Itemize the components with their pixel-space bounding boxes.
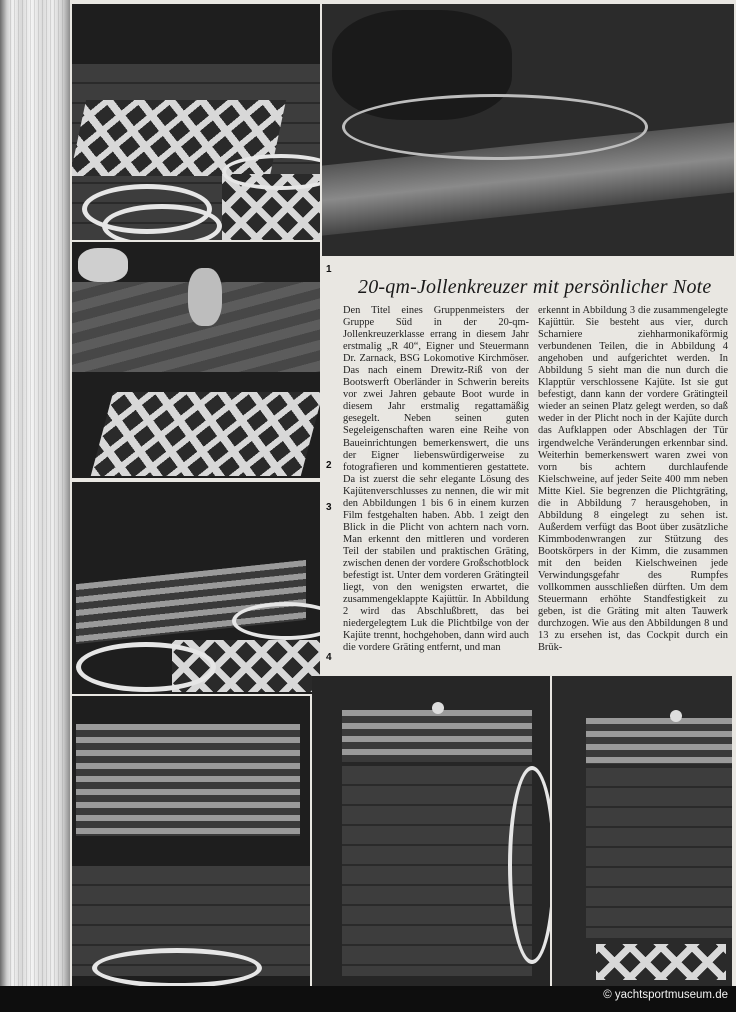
article-title: 20-qm-Jollenkreuzer mit persönlicher Note bbox=[358, 276, 712, 298]
book-spine bbox=[0, 0, 70, 1012]
photo-3-folded-door bbox=[72, 482, 320, 694]
figure-number-1: 1 bbox=[326, 264, 332, 275]
door-marker bbox=[432, 702, 444, 714]
figure-number-2: 2 bbox=[326, 460, 332, 471]
photo-6-door-and-grating bbox=[552, 676, 732, 986]
photo-4-raised-door bbox=[72, 696, 310, 986]
article-column-2: erkennt in Abbildung 3 die zusammengelegte Kajüttür. Sie besteht aus vier, durch Scharniere ziehharmonikaförmig verbundenen Teilen, die in Abbildung 4 angehoben und aufgerichtet werden. In Abbildung 5 sieht man die nun durch die Klapptür verschlossene Kajüte. Ist sie gut befestigt, dann kann der vordere Grätingteil wieder an seinen Platz gelegt werden, so daß weder in der Plicht noch in der Kajüte durch das Aufklappen oder Abschlagen der Tür irgendwelche Veränderungen erkennbar sind. Weiterhin bemerkenswert waren zwei von vorn bis achtern durchlaufende Kielschweine, auf jeder Seite 400 mm neben Mitte Kiel. Sie begrenzen die Plichtgräting, die in Abbildung 7 herausgehoben, in Abbildung 8 eingelegt zu sehen ist. Außerdem verfügt das Boot über zusätzliche Kimmbodenwrangen zur Stützung des Bootskörpers in der Kimm, die zusammen mit den beiden Kielschweinen jede Verwindungsgefahr des Rumpfes vollkommen ausschließen dürften. Um dem Steuermann erhöhte Standfestigkeit zu geben, ist die Gräting mit alten Tauwerk durchzogen. Wie aus den Abbildungen 8 und 13 zu ersehen ist, das Cockpit durch ein Brük- bbox=[538, 305, 728, 654]
figure-number-4: 4 bbox=[326, 652, 332, 663]
photo-1-grating-top bbox=[72, 4, 320, 240]
copyright-credit: © yachtsportmuseum.de bbox=[603, 989, 728, 1001]
photo-2-lifting-board bbox=[72, 242, 320, 478]
figure-number-3: 3 bbox=[326, 502, 332, 513]
door-marker-2 bbox=[670, 710, 682, 722]
article-column-1: Den Titel eines Gruppenmeisters der Gruppe Süd in der 20-qm-Jollenkreuzerklasse errang in diesem Jahr erstmalig „R 40“, Eigner und Steuermann Dr. Zarnack, BSG Lokomotive Kirchmöser. Das nach einem Drewitz-Riß von der Bootswerft Oberländer in Schwerin bereits vor zwei Jahren gebaute Boot wurde in diesem Jahr erstmalig regattamäßig gesegelt. Neben seinen guten Segeleigenschaften waren eine Reihe von Baueinrichtungen bemerkenswert, die uns der Eigner liebenswürdigerweise zu fotografieren und kommentieren gestattete. Da ist zuerst die sehr elegante Lösung des Kajütenverschlusses zu nennen, die wir mit den Abbildungen 1 bis 6 in einem kurzen Film festgehalten haben. Abb. 1 zeigt den Blick in die Plicht von achtern nach vorn. Man erkennt den mittleren und vorderen Teil der stabilen und praktischen Gräting, zwischen denen der vordere Großschotblock befestigt ist. Unter dem vorderen Grätingteil liegt, von den wenigsten erwartet, die zusammengeklappte Kajüttür. In Abbildung 2 wird das Abschlußbrett, das bei niedergelegtem Luk die Plichtbilge von der Kajüte trennt, hochgehoben, dann wird auch die vordere Gräting entfernt, und man bbox=[343, 305, 529, 654]
photo-5-closed-door bbox=[312, 676, 550, 986]
photo-top-right-cockpit bbox=[322, 4, 734, 256]
